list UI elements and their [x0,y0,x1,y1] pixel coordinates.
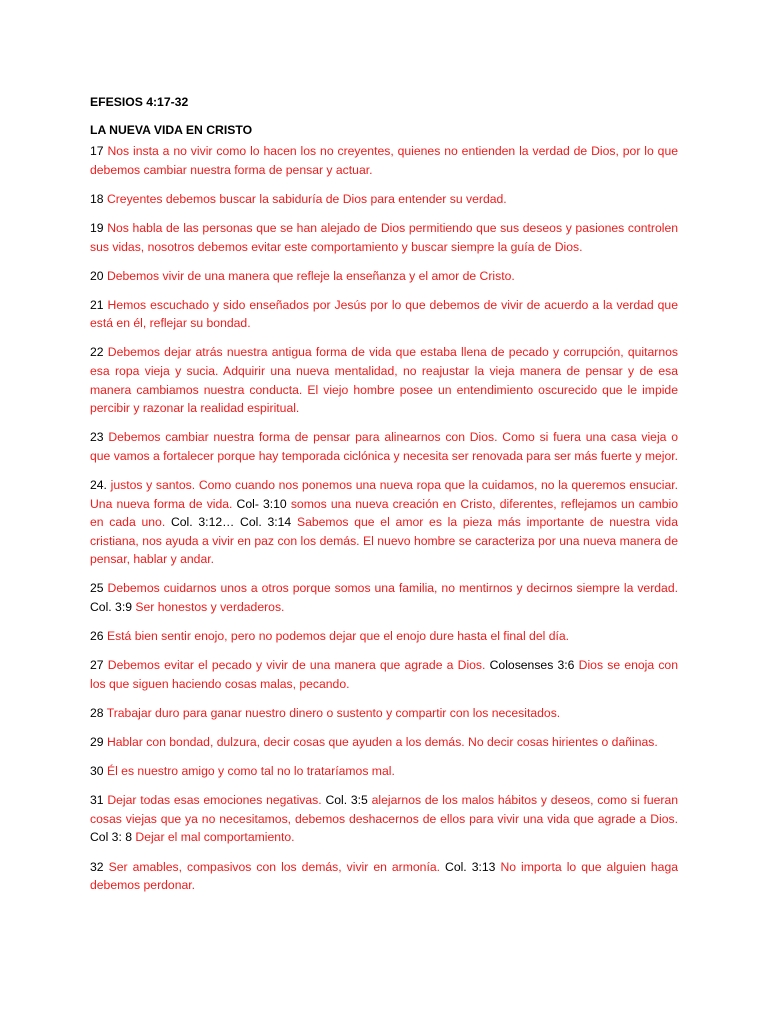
verse-commentary: Debemos dejar atrás nuestra antigua forma de vida que estaba llena de pecado y corrupción, quitarnos esa ropa vieja y sucia. Adquirir una nueva mentalidad, no reajustar la vieja manera de pensar y de esa manera cambiamos nuestra conducta. El viejo hombre posee un entendimiento oscurecido que le impide percibir y razonar la realidad espiritual. [90,345,678,416]
verse-paragraph [90,142,678,179]
verse-paragraph [90,343,678,417]
verse-commentary: Sabemos que el amor es la pieza más importante de nuestra vida cristiana, nos ayuda a vivir en paz con los demás. El nuevo hombre se caracteriza por una nueva manera de pensar, hablar y andar. [90,515,678,567]
verse-paragraph [90,733,678,752]
scripture-reference: Col. 3:12… Col. 3:14 [165,515,297,530]
verse-commentary: Él es nuestro amigo y como tal no lo trataríamos mal. [103,764,395,779]
verse-commentary: justos y santos. Como cuando nos ponemos una nueva ropa que la cuidamos, no la queremos ensuciar. Una nueva forma de vida. [90,478,678,511]
verse-paragraph [90,296,678,333]
verse-paragraph [90,762,678,781]
verse-paragraph [90,428,678,465]
verse-commentary: Debemos vivir de una manera que refleje la enseñanza y el amor de Cristo. [103,268,515,283]
verse-commentary: somos una nueva creación en Cristo, diferentes, reflejamos un cambio en cada uno. [90,496,679,530]
verse-paragraph [90,791,678,847]
scripture-reference: Col- 3:10 [232,496,291,511]
verse-paragraph [90,627,678,646]
verse-number: 27 [90,658,104,673]
verse-number: 30 [90,764,104,779]
verse-list [90,142,678,895]
verse-commentary: Debemos cambiar nuestra forma de pensar para alinearnos con Dios. Como si fuera una casa vieja o que vamos a fortalecer porque hay temporada ciclónica y necesita ser renovada para ser más fuerte y mejor. [90,430,679,463]
verse-paragraph [90,190,678,209]
scripture-reference: Col 3: 8 [90,830,136,845]
verse-paragraph [90,579,678,616]
verse-number: 26 [90,629,104,644]
verse-commentary: Hablar con bondad, dulzura, decir cosas que ayuden a los demás. No decir cosas hirientes o dañinas. [103,735,658,750]
verse-commentary: Creyentes debemos buscar la sabiduría de Dios para entender su verdad. [103,191,507,206]
scripture-reference: Colosenses 3:6 [485,658,579,673]
verse-commentary: Ser amables, compasivos con los demás, vivir en armonía. [103,859,440,874]
verse-number: 17 [90,144,104,159]
verse-number: 21 [90,297,104,312]
verse-number: 19 [90,220,104,235]
verse-paragraph [90,267,678,286]
verse-commentary: Está bien sentir enojo, pero no podemos dejar que el enojo dure hasta el final del día. [103,629,570,644]
document-subtitle: LA NUEVA VIDA EN CRISTO [90,122,253,137]
verse-commentary: Dejar todas esas emociones negativas. [103,793,322,808]
scripture-reference: Col. 3:13 [440,859,501,874]
verse-commentary: Dios se enoja con los que siguen haciendo cosas malas, pecando. [90,658,678,691]
verse-number: 22 [90,345,104,360]
scripture-reference: Col. 3:5 [321,793,372,808]
verse-commentary: Nos insta a no vivir como lo hacen los no creyentes, quienes no entienden la verdad de Dios, por lo que debemos cambiar nuestra forma de pensar y actuar. [90,144,678,177]
verse-number: 20 [90,268,104,283]
verse-paragraph [90,476,678,569]
verse-number: 23 [90,430,104,445]
verse-commentary: Hemos escuchado y sido enseñados por Jesús por lo que debemos de vivir de acuerdo a la verdad que está en él, reflejar su bondad. [90,297,678,331]
verse-number: 28 [90,705,104,720]
verse-number: 18 [90,191,104,206]
verse-number: 29 [90,735,104,750]
verse-number: 32 [90,859,104,874]
verse-commentary: Dejar el mal comportamiento. [135,830,295,845]
verse-number: 24. [90,478,107,492]
verse-commentary: No importa lo que alguien haga debemos perdonar. [90,859,678,893]
verse-commentary: Debemos cuidarnos unos a otros porque somos una familia, no mentirnos y decirnos siempre la verdad. [103,581,678,596]
verse-paragraph [90,656,678,693]
verse-commentary: alejarnos de los malos hábitos y deseos, como si fueran cosas viejas que ya no necesitamos, debemos deshacernos de ellos para vivir una vida que agrade a Dios. [90,793,679,826]
verse-paragraph [90,858,678,895]
verse-paragraph [90,704,678,723]
verse-commentary: Nos habla de las personas que se han alejado de Dios permitiendo que sus deseos y pasiones controlen sus vidas, nosotros debemos evitar este comportamiento y buscar siempre la guía de Dios. [90,220,678,254]
scripture-reference: Col. 3:9 [90,600,136,615]
verse-paragraph [90,219,678,256]
verse-number: 31 [90,793,104,808]
verse-commentary: Trabajar duro para ganar nuestro dinero o sustento y compartir con los necesitados. [103,705,561,720]
document-title: EFESIOS 4:17-32 [90,95,189,109]
verse-commentary: Debemos evitar el pecado y vivir de una manera que agrade a Dios. [103,658,486,673]
verse-number: 25 [90,581,104,596]
verse-commentary: Ser honestos y verdaderos. [135,600,285,615]
